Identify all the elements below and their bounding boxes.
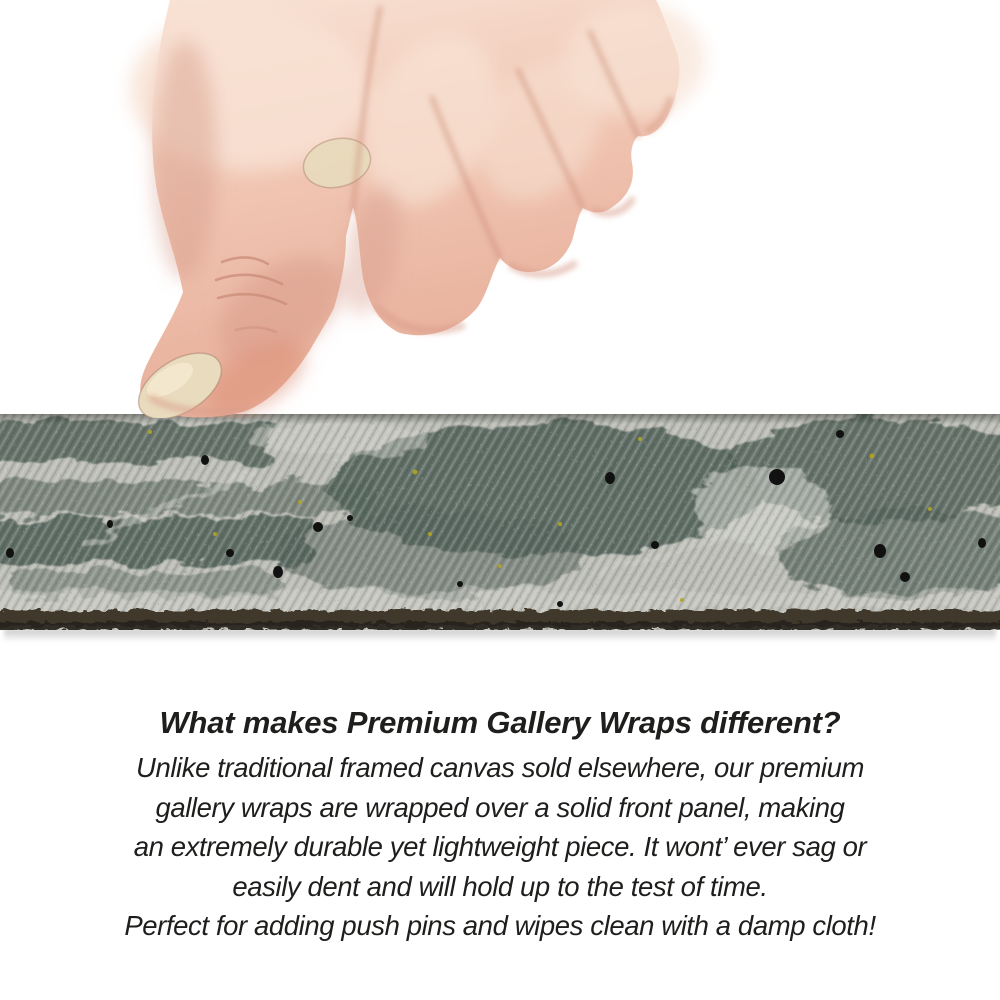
- body-line-3: an extremely durable yet lightweight piece. It wont’ ever sag or: [133, 831, 867, 862]
- text-section: [0, 700, 1000, 946]
- body-line-4: easily dent and will hold up to the test of time.: [232, 870, 768, 902]
- heading: What makes Premium Gallery Wraps different?: [159, 705, 841, 740]
- canvas-shadow: [4, 629, 996, 642]
- body-line-1: Unlike traditional framed canvas sold elsewhere, our premium: [135, 752, 864, 783]
- weave-overlay: [0, 414, 1000, 630]
- canvas-texture: [0, 414, 1000, 630]
- body-line-2: gallery wraps are wrapped over a solid front panel, making: [155, 791, 845, 823]
- panel-edge: [0, 610, 1000, 630]
- canvas-edge-photo: [0, 414, 1000, 630]
- hand-photo: [0, 0, 1000, 418]
- body-line-5: Perfect for adding push pins and wipes clean with a damp cloth!: [124, 910, 876, 941]
